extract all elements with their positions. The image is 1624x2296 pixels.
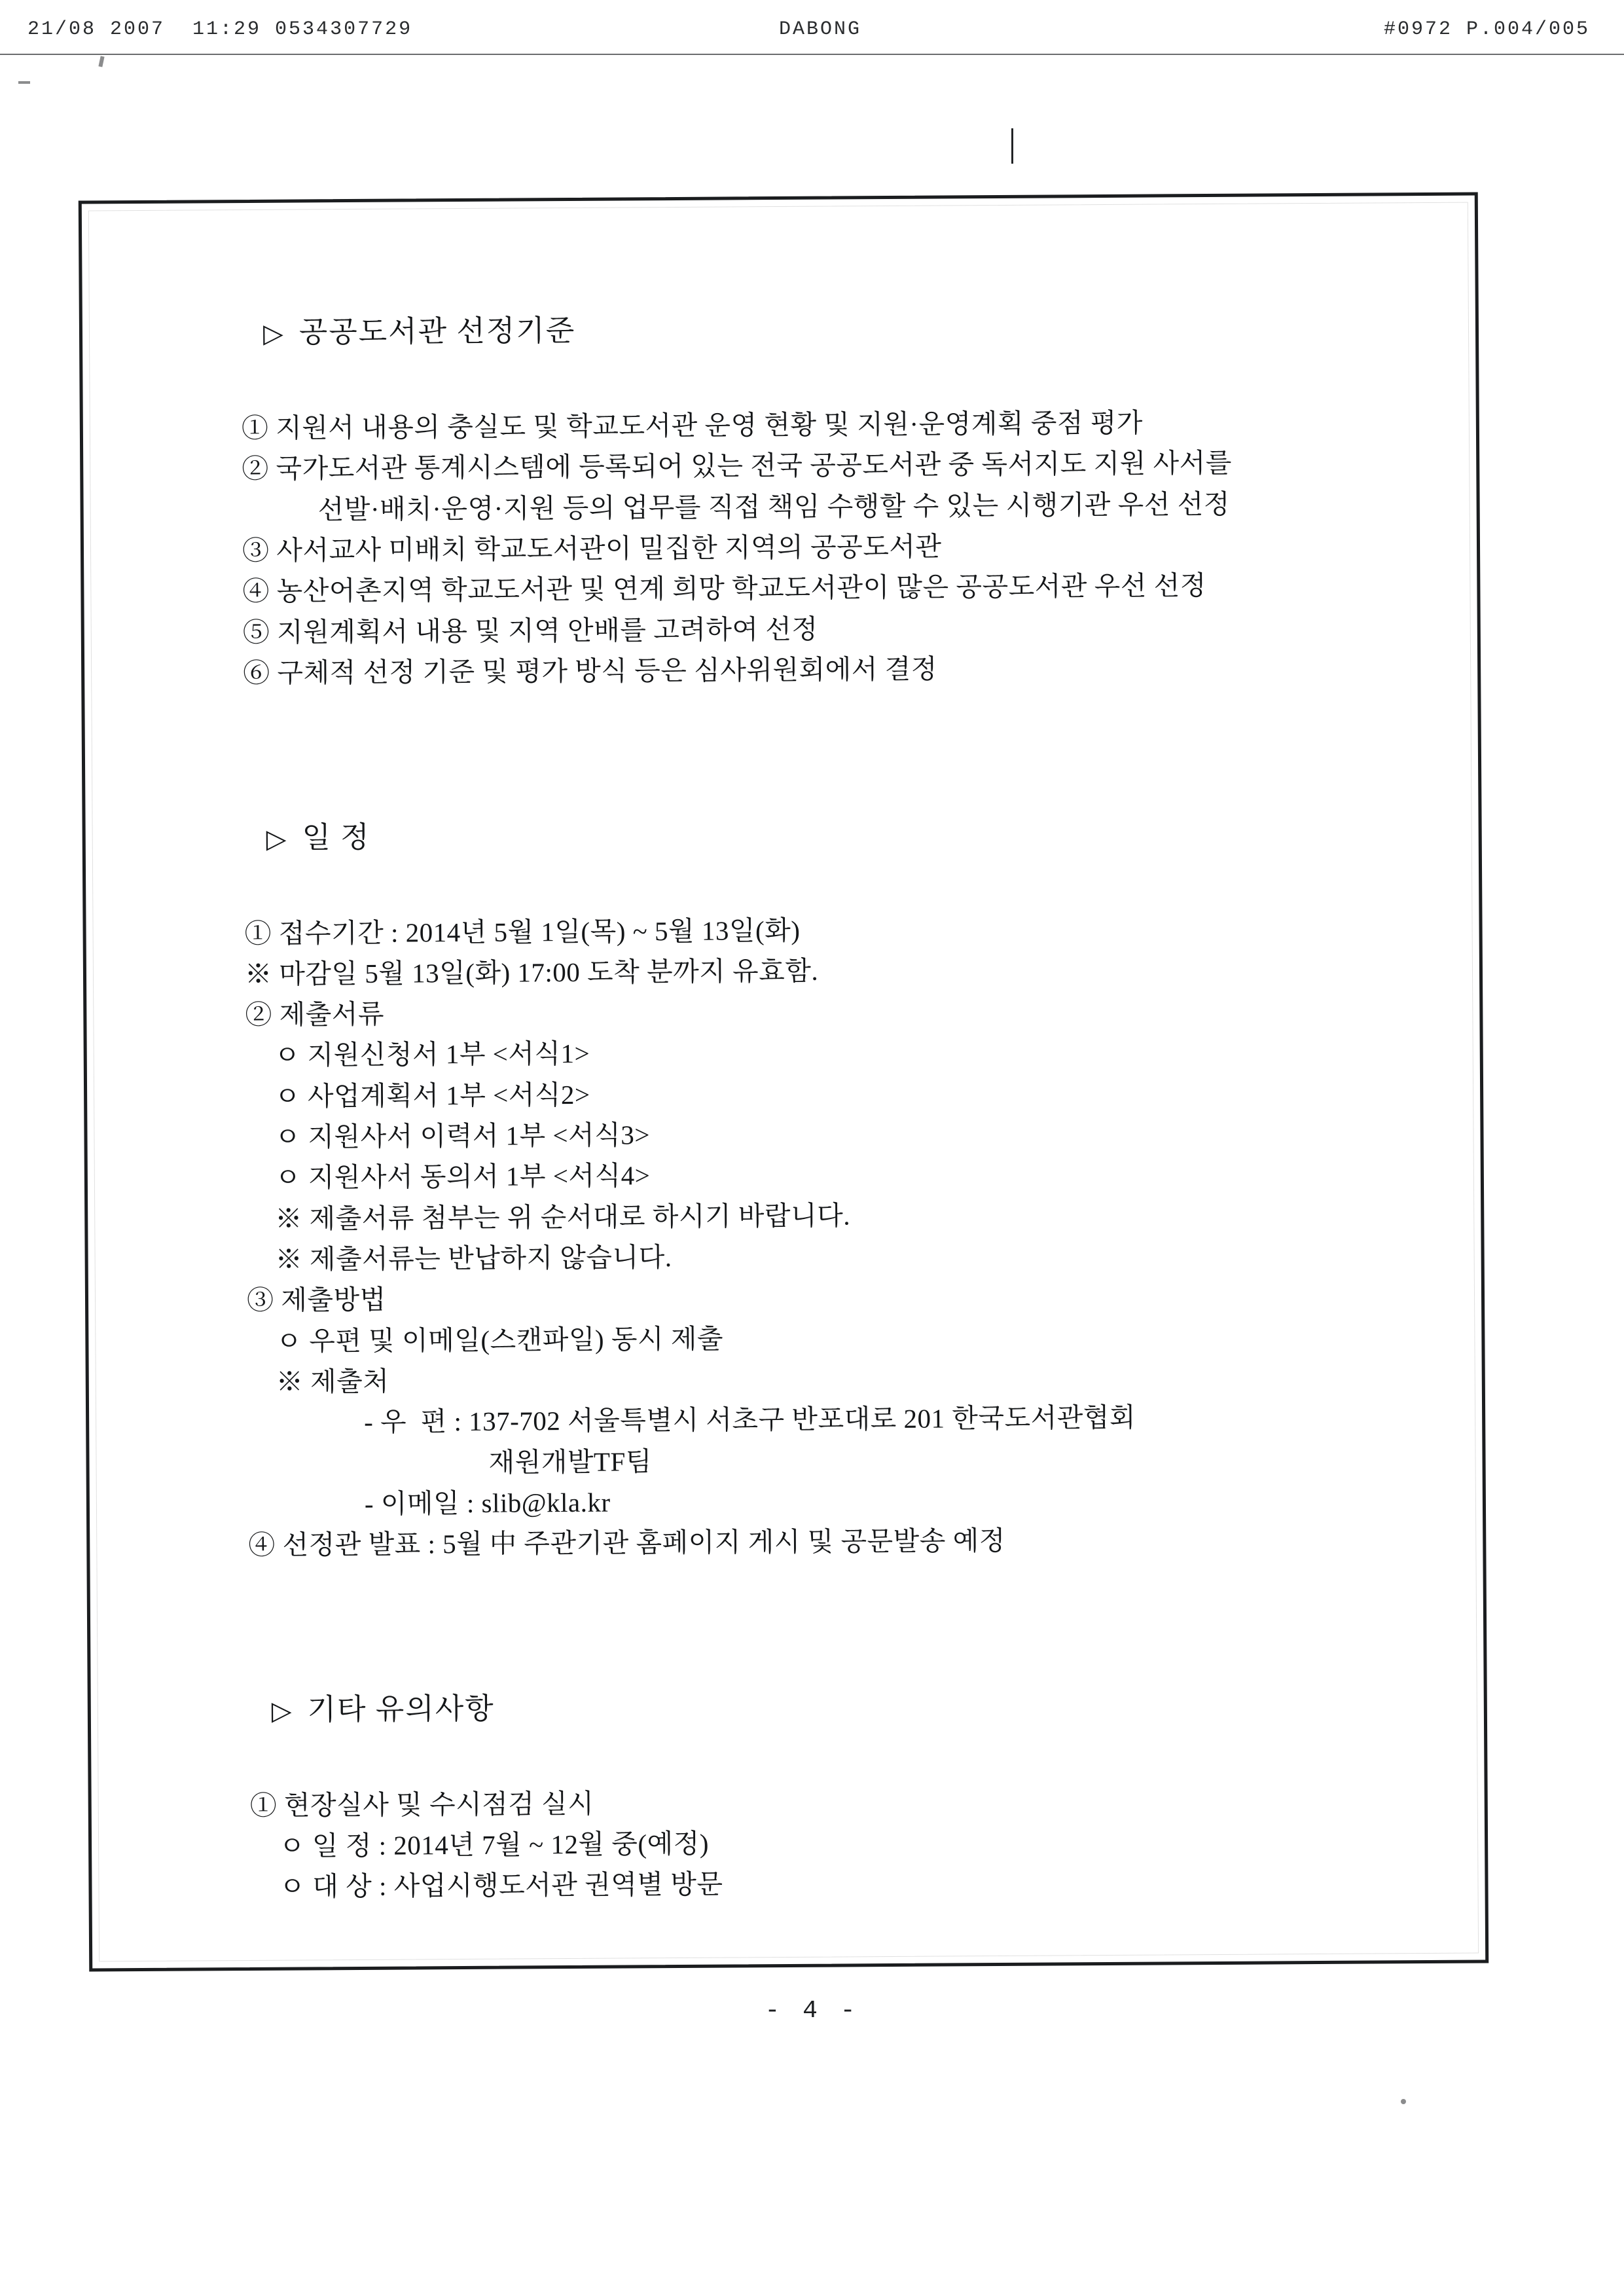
document-line: ② 국가도서관 통계시스템에 등록되어 있는 전국 공공도서관 중 독서지도 지원 사서를 <box>242 448 1232 484</box>
document-line-email: - 이메일 : slib@kla.kr <box>364 1487 611 1519</box>
document-body <box>82 196 1485 1969</box>
scan-speck <box>18 81 30 84</box>
section-spacer <box>149 1565 1425 1644</box>
document-line: ㅇ 지원신청서 1부 <서식1> <box>274 1038 590 1071</box>
document-line: ㅇ 우편 및 이메일(스캔파일) 동시 제출 <box>276 1323 724 1357</box>
document-line: ④ 선정관 발표 : 5월 中 주관기관 홈페이지 게시 및 공문발송 예정 <box>248 1525 1006 1561</box>
section-schedule <box>144 763 1424 1566</box>
document-line: ※ 제출처 <box>276 1366 389 1397</box>
document-line: ㅇ 지원사서 동의서 1부 <서식4> <box>274 1160 651 1194</box>
document-line: ③ 제출방법 <box>246 1285 386 1316</box>
section-heading <box>196 763 1420 905</box>
document-line: ※ 마감일 5월 13일(화) 17:00 도착 분까지 유효함. <box>244 955 819 989</box>
triangle-bullet-icon: ▷ <box>262 319 285 349</box>
document-line: ⑥ 구체적 선정 기준 및 평가 방식 등은 심사위원회에서 결정 <box>243 653 937 689</box>
section-heading-label: 기타 유의사항 <box>307 1692 495 1726</box>
document-line: ※ 제출서류는 반납하지 않습니다. <box>275 1242 672 1275</box>
document-line: ① 접수기간 : 2014년 5월 1일(목) ~ 5월 13일(화) <box>244 915 801 949</box>
fax-header-strip <box>0 14 1624 54</box>
scan-speck <box>98 56 104 67</box>
document-line: 선발·배치·운영·지원 등의 업무를 직접 책임 수행할 수 있는 시행기관 우선 선정 <box>317 488 1231 525</box>
section-heading-label: 공공도서관 선정기준 <box>298 314 576 349</box>
fax-header-sender: DABONG <box>779 18 862 41</box>
section-spacer <box>143 693 1419 771</box>
section-heading-label: 일 정 <box>302 820 370 854</box>
fax-header-right: #0972 P.004/005 <box>1383 18 1590 41</box>
fax-header-left: 21/08 2007 11:29 0534307729 <box>27 18 413 41</box>
document-line: ㅇ 지원사서 이력서 1부 <서식3> <box>274 1120 651 1152</box>
section-selection-criteria <box>141 259 1418 694</box>
document-line: ① 지원서 내용의 충실도 및 학교도서관 운영 현황 및 지원·운영계획 중점 평가 <box>241 407 1144 444</box>
document-page-frame <box>79 192 1489 1971</box>
section-other-notes <box>149 1636 1426 1908</box>
document-line: ② 제출서류 <box>245 998 385 1030</box>
document-line: ※ 제출서류 첨부는 위 순서대로 하시기 바랍니다. <box>275 1200 851 1234</box>
document-line-postal-address: - 우 편 : 137-702 서울특별시 서초구 반포대로 201 한국도서관협회 <box>364 1402 1136 1438</box>
document-line-team-name: 재원개발TF팀 <box>488 1446 653 1478</box>
document-line: ㅇ 사업계획서 1부 <서식2> <box>274 1079 590 1112</box>
document-line: ㅇ 대 상 : 사업시행도서관 권역별 방문 <box>279 1868 723 1903</box>
document-line: ㅇ 일 정 : 2014년 7월 ~ 12월 중(예정) <box>278 1828 710 1861</box>
document-line: ④ 농산어촌지역 학교도서관 및 연계 희망 학교도서관이 많은 공공도서관 우선 선정 <box>242 570 1207 607</box>
section-heading <box>193 259 1416 401</box>
section-heading <box>202 1636 1425 1778</box>
page-number: - 4 - <box>765 1997 859 2025</box>
triangle-bullet-icon: ▷ <box>266 824 288 854</box>
document-line: ① 현장실사 및 수시점검 실시 <box>249 1788 594 1821</box>
registration-tick <box>1011 128 1013 164</box>
document-line: ⑤ 지원계획서 내용 및 지역 안배를 고려하여 선정 <box>242 613 818 647</box>
document-line: ③ 사서교사 미배치 학교도서관이 밀집한 지역의 공공도서관 <box>242 531 942 566</box>
triangle-bullet-icon: ▷ <box>271 1696 293 1726</box>
scan-speck <box>1401 2099 1406 2104</box>
fax-header-divider <box>0 54 1624 55</box>
